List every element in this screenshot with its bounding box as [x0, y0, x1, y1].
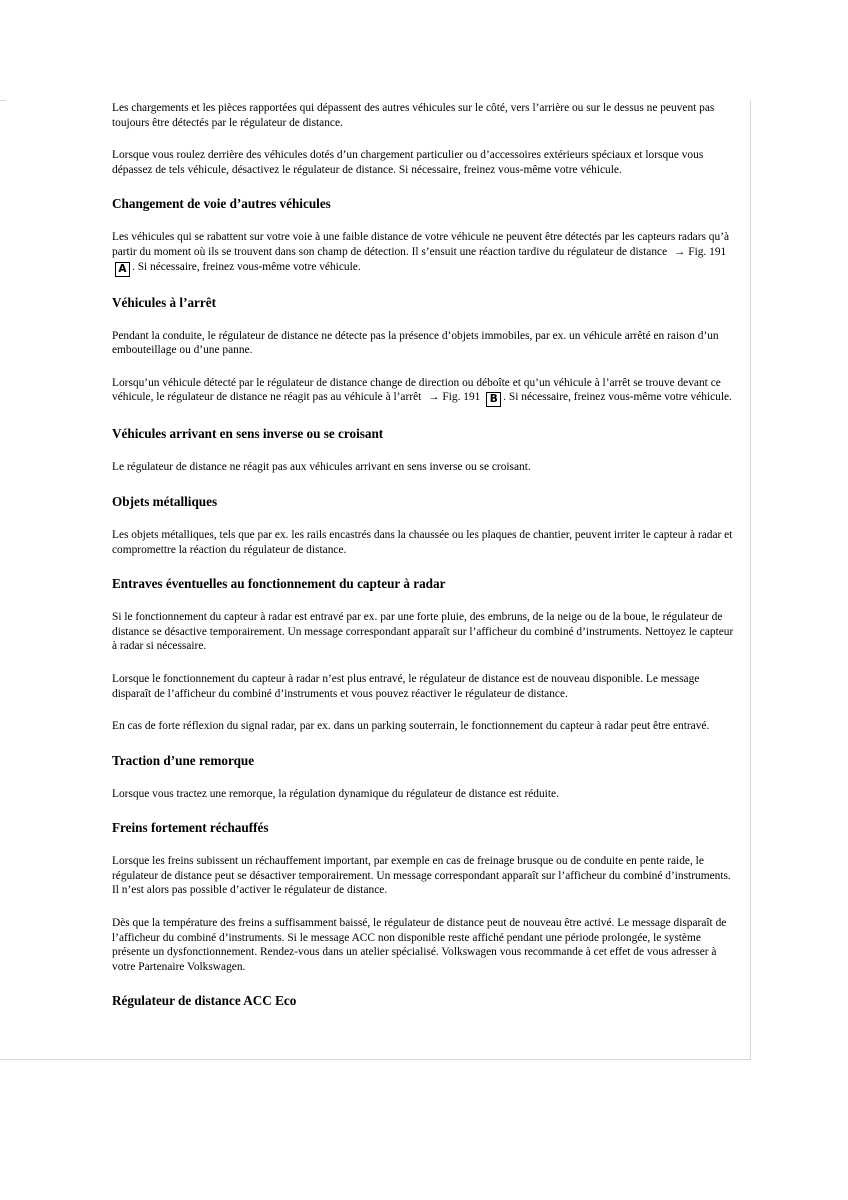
paragraph: Les chargements et les pièces rapportées qui dépassent des autres véhicules sur le côté, vers l’arrière ou sur le dessus ne peuvent pas toujours être détectés par le régulateur de distance. — [112, 102, 715, 129]
figure-callout-b-icon: B — [486, 392, 501, 407]
paragraph-text: . Si nécessaire, freinez vous-même votre véhicule. — [503, 391, 732, 404]
paragraph: Le régulateur de distance ne réagit pas aux véhicules arrivant en sens inverse ou se croisant. — [112, 461, 531, 474]
section-heading-oncoming: Véhicules arrivant en sens inverse ou se croisant — [112, 426, 384, 442]
figure-reference[interactable]: → Fig. 191 — [674, 245, 727, 258]
figure-callout-a-icon: A — [115, 262, 130, 277]
paragraph — [112, 230, 740, 276]
paragraph: En cas de forte réflexion du signal radar, par ex. dans un parking souterrain, le fonctionnement du capteur à radar peut être entravé. — [112, 720, 710, 733]
section-heading-hot-brakes: Freins fortement réchauffés — [112, 820, 269, 836]
paragraph-text: Les véhicules qui se rabattent sur votre voie à une faible distance de votre véhicule ne peuvent être détectés par les capteurs radars qu’à partir du moment où ils se trouvent dans son champ de détection. Il s’ensuit une réaction tardive du régulateur de distance — [112, 231, 730, 258]
paragraph-text: Lorsqu’un véhicule détecté par le régulateur de distance change de direction ou déboîte et qu’un véhicule à l’arrêt se trouve devant ce véhicule, le régulateur de distance ne réagit pas au véhicule à l’arrêt — [112, 376, 721, 404]
document-body — [112, 100, 740, 1009]
paragraph: Dès que la température des freins a suffisamment baissé, le régulateur de distance peut de nouveau être activé. Le message disparaît de l’afficheur du combiné d’instruments. Si le message ACC non disponible reste affiché pendant une période prolongée, le système présente un dysfonctionnement. Rendez-vous dans un atelier spécialisé. Volkswagen vous recommande à cet effet de vous adresser à votre Partenaire Volkswagen. — [112, 917, 727, 973]
paragraph: Les objets métalliques, tels que par ex. les rails encastrés dans la chaussée ou les plaques de chantier, peuvent irriter le capteur à radar et compromettre la réaction du régulateur de distance. — [112, 528, 733, 556]
section-heading-lane-change: Changement de voie d’autres véhicules — [112, 196, 331, 212]
section-heading-radar-obstruction: Entraves éventuelles au fonctionnement du capteur à radar — [112, 576, 446, 592]
page-frame-corner — [0, 100, 6, 101]
section-heading-acc-eco: Régulateur de distance ACC Eco — [112, 993, 297, 1009]
paragraph: Lorsque le fonctionnement du capteur à radar n’est plus entravé, le régulateur de distance est de nouveau disponible. Le message disparaît de l’afficheur du combiné d’instruments et vous pouvez réactiver le régulateur de distance. — [112, 672, 700, 700]
paragraph: Pendant la conduite, le régulateur de distance ne détecte pas la présence d’objets immobiles, par ex. un véhicule arrêté en raison d’un embouteillage ou d’une panne. — [112, 329, 719, 357]
paragraph: Lorsque les freins subissent un réchauffement important, par exemple en cas de freinage brusque ou de conduite en pente raide, le régulateur de distance peut se désactiver temporairement. Un message correspondant apparaît sur l’afficheur du combiné d’instruments. Il n’est alors pas possible d’activer le régulateur de distance. — [112, 855, 731, 897]
section-heading-stopped-vehicles: Véhicules à l’arrêt — [112, 294, 216, 310]
paragraph-text: . Si nécessaire, freinez vous-même votre véhicule. — [132, 260, 361, 273]
paragraph: Lorsque vous tractez une remorque, la régulation dynamique du régulateur de distance est réduite. — [112, 787, 559, 800]
paragraph — [112, 376, 740, 408]
section-heading-metal-objects: Objets métalliques — [112, 493, 218, 509]
section-heading-trailer: Traction d’une remorque — [112, 752, 255, 768]
paragraph: Si le fonctionnement du capteur à radar est entravé par ex. par une forte pluie, des embruns, de la neige ou de la boue, le régulateur de distance se désactive temporairement. Un message correspondant apparaît sur l’afficheur du combiné d’instruments. Nettoyez le capteur à radar si nécessaire. — [112, 611, 734, 653]
paragraph: Lorsque vous roulez derrière des véhicules dotés d’un chargement particulier ou d’accessoires extérieurs spéciaux et lorsque vous dépassez de tels véhicule, désactivez le régulateur de distance. Si nécessaire, freinez vous-même votre véhicule. — [112, 149, 704, 176]
figure-reference[interactable]: → Fig. 191 — [428, 391, 481, 404]
